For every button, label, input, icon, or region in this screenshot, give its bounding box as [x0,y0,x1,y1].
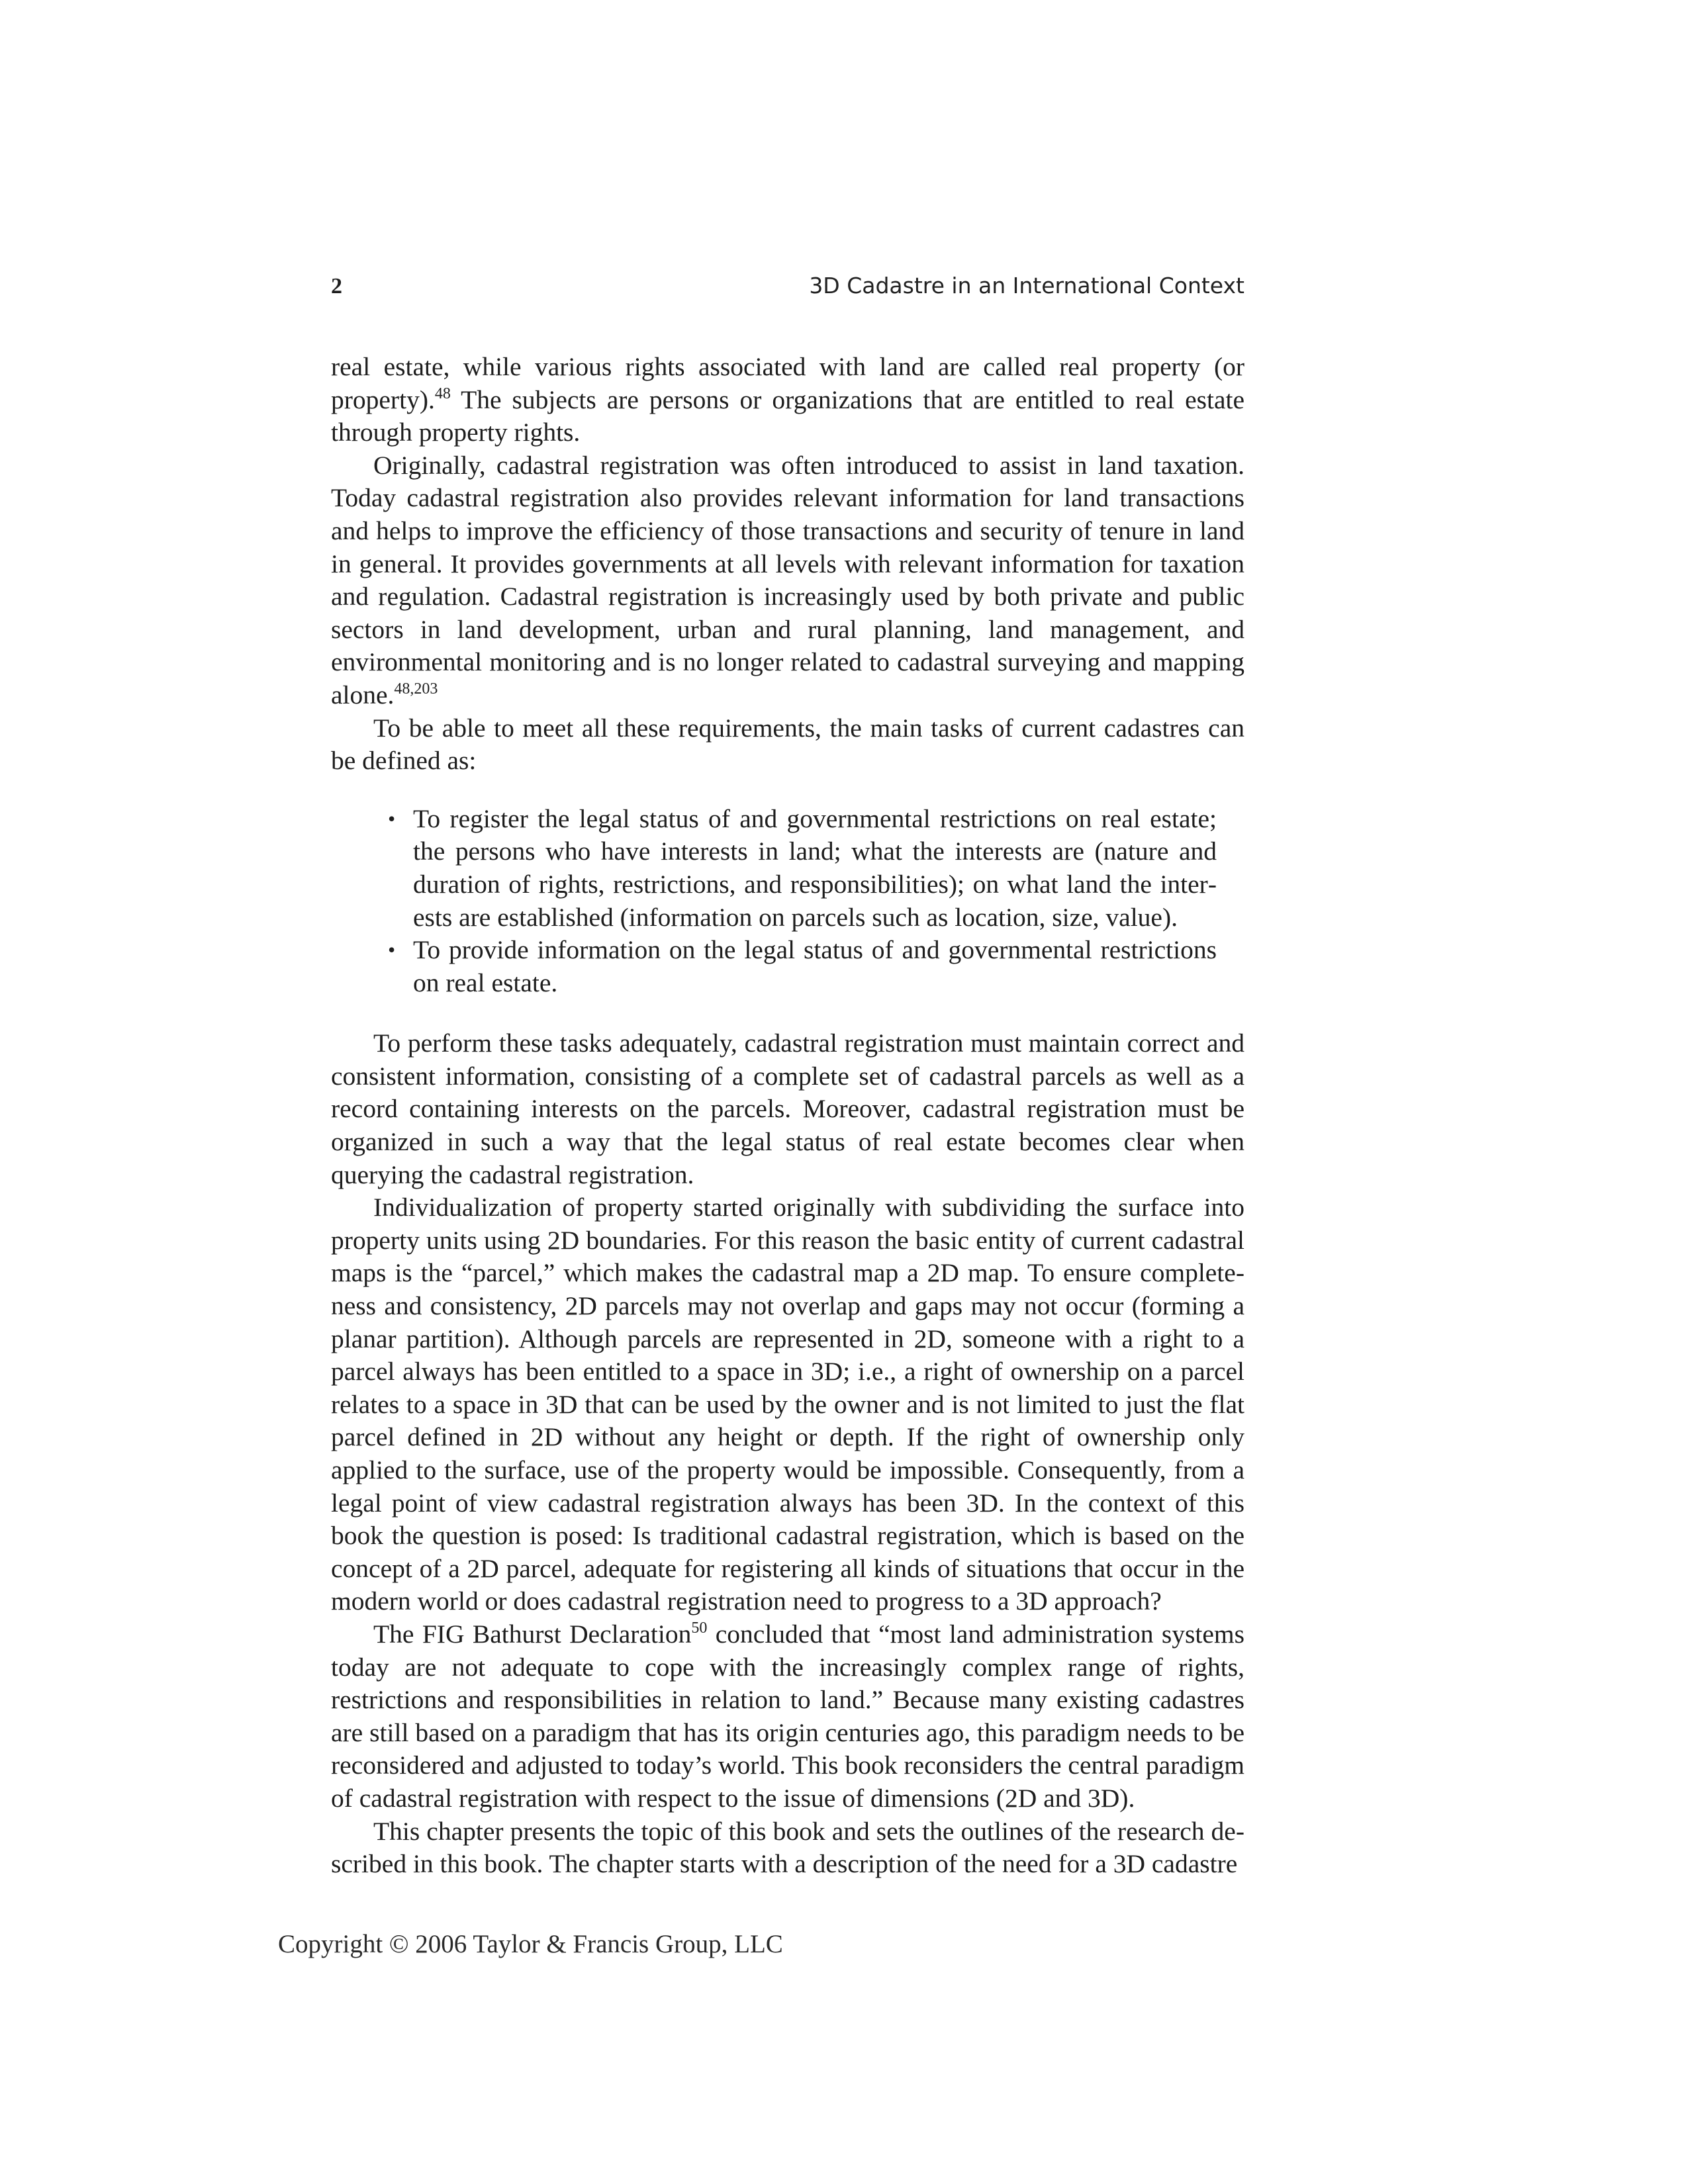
list-item: • To provide information on the legal status of and governmental restrictions on real estate. [388,935,1217,997]
paragraph: This chapter presents the topic of this book and sets the outlines of the research described in this book. The chapter starts with a description of the need for a 3D cadastre [331,1816,1244,1879]
citation: 48,203 [394,680,438,698]
paragraph: To be able to meet all these requirements, the main tasks of current cadastres can be defined as: [331,713,1244,776]
citation: 48 [434,385,451,402]
list-item: • To register the legal status of and governmental restrictions on real estate; the persons who have interests in land; what the interests are (nature and duration of rights, restrictions, and responsibilities); on what land the interests are established (information on parcels such as location, size, value). [388,803,1217,932]
paragraph: Originally, cadastral registration was often introduced to assist in land taxation. Today cadastral registration also provides relevant information for land transactions and helps to improve the efficiency of those transactions and security of tenure in land in general. It provides governments at all levels with relevant information for taxation and regulation. Cadastral registration is increasingly used by both private and public sectors in land development, urban and rural planning, land management, and environmental monitoring and is no longer related to cadastral surveying and mapping alone.$^{48,203}$ [331,450,1244,709]
paragraph: real estate, while various rights associated with land are called real property (or property).$^{48}$ The subjects are persons or organizations that are entitled to real estate through property rights. [331,352,1244,447]
bullet-icon: • [388,806,396,831]
task-list [331,803,1217,1000]
paragraph: Individualization of property started originally with subdividing the surface into property units using 2D boundaries. For this reason the basic entity of current cadastral maps is the “parcel,” which makes the cadastral map a 2D map. To ensure completeness and consistency, 2D parcels may not overlap and gaps may not occur (forming a planar partition). Although parcels are represented in 2D, someone with a right to a parcel always has been entitled to a space in 3D; i.e., a right of ownership on a parcel relates to a space in 3D that can be used by the owner and is not limited to just the flat parcel defined in 2D without any height or depth. If the right of ownership only applied to the surface, use of the property would be impossible. Consequently, from a legal point of view cadastral registration always has been 3D. In the context of this book the question is posed: Is traditional cadastral registration, which is based on the concept of a 2D parcel, adequate for registering all kinds of situations that occur in the modern world or does cadastral registration need to progress to a 3D approach? [331,1193,1244,1616]
citation: 50 [691,1619,708,1637]
copyright-notice: Copyright © 2006 Taylor & Francis Group, LLC [278,1930,783,1958]
paragraph: To perform these tasks adequately, cadastral registration must maintain correct and consistent information, consisting of a complete set of cadastral parcels as well as a record containing interests on the parcels. Moreover, cadastral registration must be organized in such a way that the legal status of real estate becomes clear when querying the cadastral registration. [331,1028,1244,1189]
running-title: 3D Cadastre in an International Context [809,273,1244,298]
bullet-icon: • [388,938,396,962]
paragraph: The FIG Bathurst Declaration$^{50}$ concluded that “most land administration systems today are not adequate to cope with the increasingly complex range of rights, restrictions and responsibilities in relation to land.” Because many existing cadastres are still based on a paradigm that has its origin centuries ago, this paradigm needs to be reconsidered and adjusted to today’s world. This book reconsiders the central paradigm of cadastral registration with respect to the issue of dimensions (2D and 3D). [331,1619,1244,1813]
body-text [331,351,1244,1881]
running-header [331,273,1244,312]
page-number: 2 [331,274,342,298]
